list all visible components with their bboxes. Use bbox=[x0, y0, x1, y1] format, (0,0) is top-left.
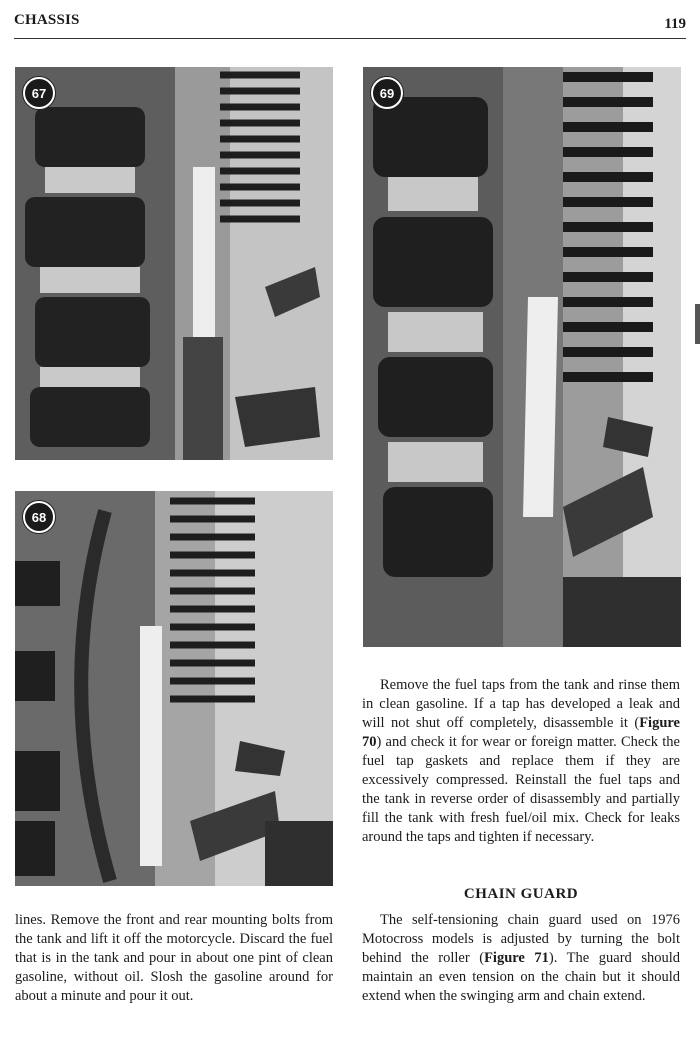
figure-68-illustration bbox=[15, 491, 333, 886]
fuel-taps-paragraph bbox=[362, 676, 680, 847]
page-edge-tab bbox=[695, 304, 700, 344]
figure-68-photo bbox=[15, 491, 333, 886]
figure-69-illustration bbox=[363, 67, 681, 647]
figure-67-number: 67 bbox=[23, 77, 55, 109]
figure-68-number: 68 bbox=[23, 501, 55, 533]
chain-guard-text-a: The self-tensioning chain guard used on 1976 Motocross models is adjusted by turning the bolt behind the roller ( bbox=[362, 912, 680, 966]
page-number: 119 bbox=[664, 16, 686, 32]
figure-70-reference: Figure 70 bbox=[362, 715, 680, 750]
right-column-text bbox=[362, 676, 680, 847]
fuel-taps-text-b: ) and check it for wear or foreign matter. Check the fuel tap gaskets and replace them if they are excessively compressed. Reinstall the fuel taps and the tank in reverse order of disassembly and partially fill the tank with fresh fuel/oil mix. Check for leaks around the taps and tighten if necessary. bbox=[362, 734, 680, 845]
left-column-text bbox=[15, 911, 333, 1006]
figure-71-reference: Figure 71 bbox=[484, 950, 549, 966]
left-paragraph: lines. Remove the front and rear mounting bolts from the tank and lift it off the motorcycle. Discard the fuel that is in the tank and pour in about one pint of clean gasoline, without oil. Slosh the gasoline around for about a minute and pour it out. bbox=[15, 912, 333, 1004]
chain-guard-text-b: ). The guard should maintain an even tension on the chain but it should extend when the swinging arm and chain extend. bbox=[362, 950, 680, 1004]
chain-guard-paragraph bbox=[362, 911, 680, 1006]
section-heading-chain-guard: CHAIN GUARD bbox=[463, 886, 579, 902]
header-rule bbox=[14, 38, 686, 39]
figure-69-number: 69 bbox=[371, 77, 403, 109]
figure-69-photo bbox=[363, 67, 681, 647]
running-header-section: CHASSIS bbox=[14, 12, 80, 28]
fuel-taps-text-a: Remove the fuel taps from the tank and rinse them in clean gasoline. If a tap has developed a leak and will not shut off completely, disassemble it ( bbox=[362, 677, 680, 731]
chain-guard-text bbox=[362, 911, 680, 1006]
figure-67-illustration bbox=[15, 67, 333, 460]
figure-67-photo bbox=[15, 67, 333, 460]
